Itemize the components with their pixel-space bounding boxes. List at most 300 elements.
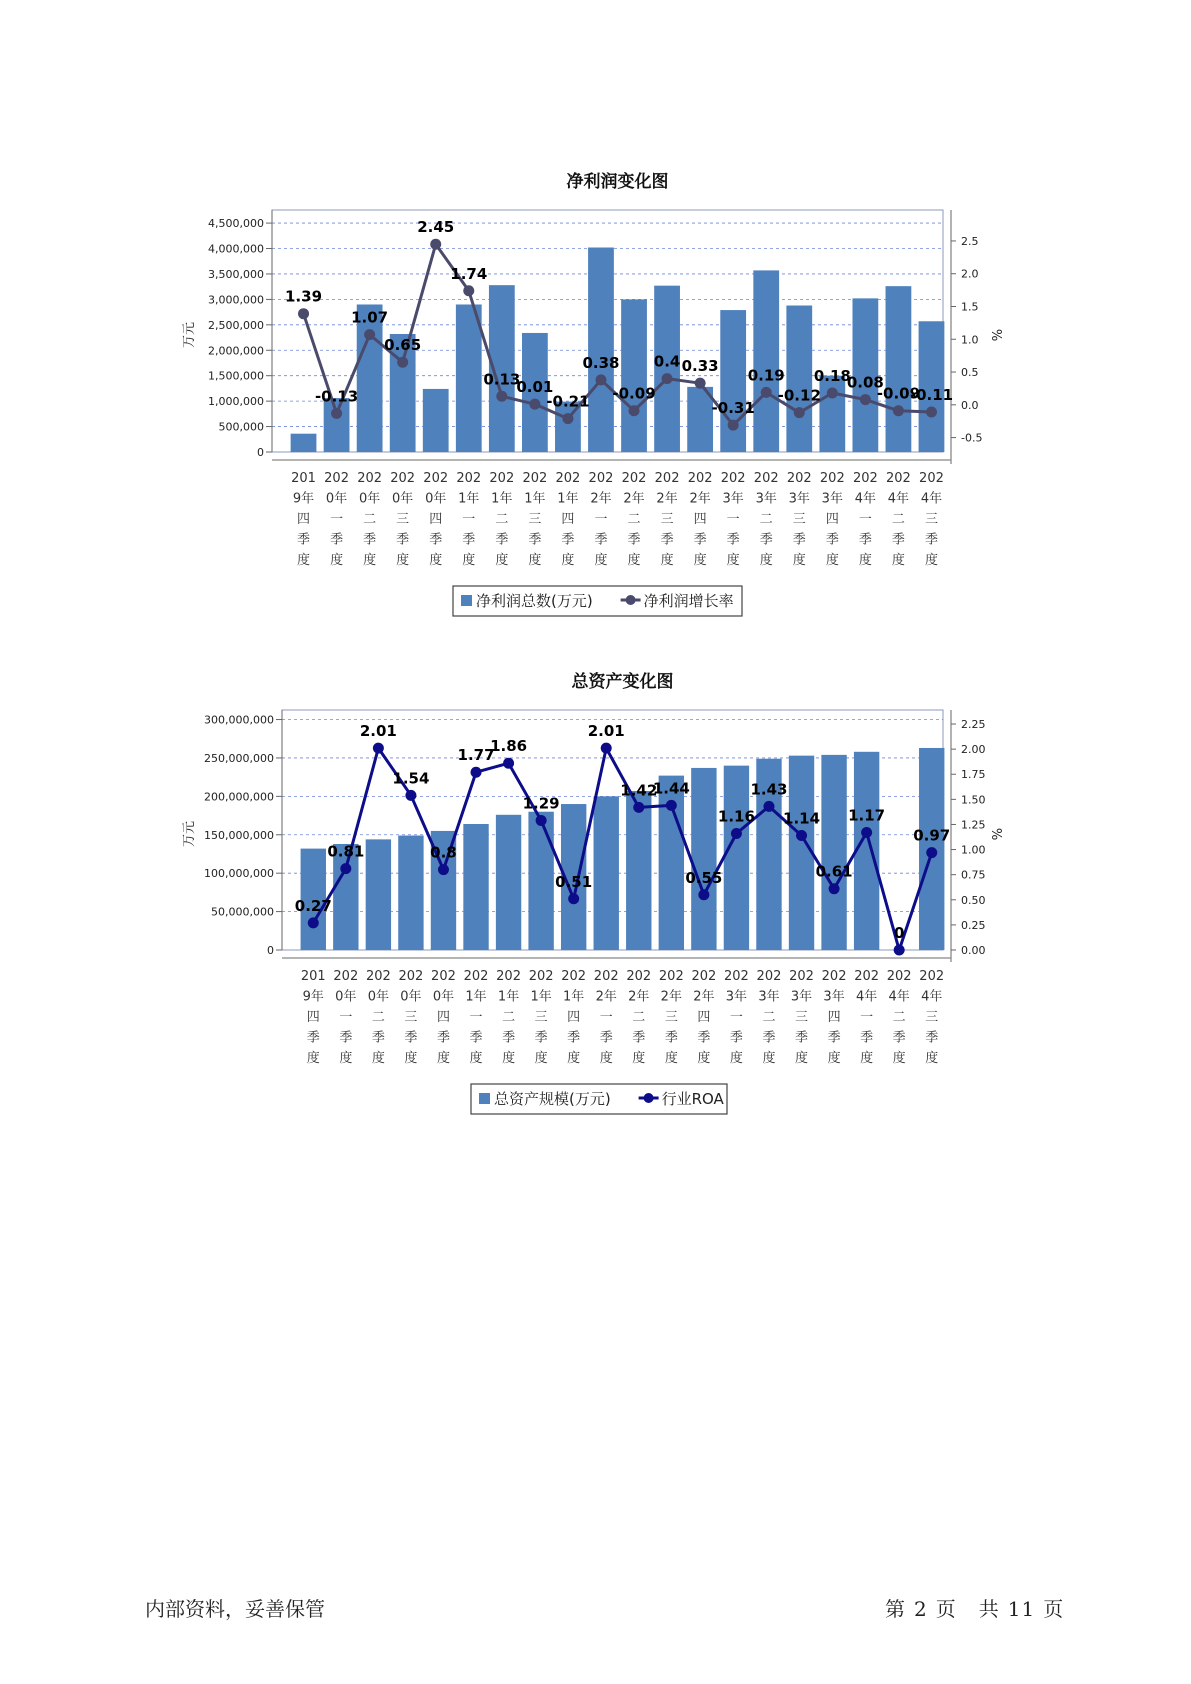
- right-tick-label: 1.50: [961, 793, 986, 807]
- legend-line-marker: [626, 595, 636, 605]
- line-point: [562, 413, 573, 424]
- category-label: 度: [404, 1051, 418, 1066]
- category-label: 季: [363, 532, 377, 548]
- data-label: 1.54: [392, 769, 430, 788]
- category-label: 201: [291, 471, 316, 486]
- category-label: 202: [456, 471, 482, 486]
- category-label: 4年: [921, 989, 943, 1005]
- right-tick-label: 0.75: [961, 868, 986, 882]
- bar: [463, 824, 488, 950]
- left-tick-label: 4,000,000: [208, 242, 264, 256]
- category-label: 季: [462, 532, 476, 548]
- line-point: [529, 399, 540, 410]
- category-label: 202: [852, 471, 878, 486]
- legend-bar-swatch: [479, 1093, 490, 1104]
- data-label: 0: [893, 924, 905, 942]
- category-label: 二: [759, 512, 773, 527]
- category-label: 季: [627, 532, 641, 548]
- category-label: 度: [860, 1051, 874, 1066]
- category-label: 季: [396, 532, 410, 548]
- data-label: 0.18: [813, 367, 851, 386]
- category-label: 202: [919, 969, 945, 984]
- category-label: 202: [753, 471, 779, 486]
- category-label: 四: [297, 512, 311, 527]
- category-label: 度: [396, 553, 410, 568]
- bar: [423, 389, 449, 452]
- category-label: 1年: [491, 491, 513, 507]
- total-suffix: 页: [1043, 1597, 1065, 1621]
- category-label: 202: [821, 969, 847, 984]
- right-tick-label: 1.00: [961, 843, 986, 857]
- data-label: 0.55: [685, 868, 723, 887]
- category-label: 202: [756, 969, 782, 984]
- category-label: 202: [593, 969, 619, 984]
- total-assets-chart: [0, 663, 1191, 1108]
- category-label: 度: [436, 1051, 450, 1066]
- category-label: 一: [599, 1010, 613, 1025]
- line-point: [827, 388, 838, 399]
- category-label: 202: [687, 471, 713, 486]
- category-label: 3年: [725, 989, 748, 1005]
- bar: [621, 299, 647, 452]
- left-tick-label: 100,000,000: [204, 867, 274, 881]
- category-label: 202: [886, 969, 912, 984]
- category-label: 季: [567, 1030, 581, 1046]
- category-label: 202: [854, 969, 880, 984]
- data-label: 0.61: [815, 862, 853, 881]
- category-label: 季: [762, 1030, 776, 1046]
- data-label: 0.19: [747, 366, 785, 385]
- right-tick-label: 0.50: [961, 893, 986, 907]
- right-tick-label: 2.00: [961, 743, 986, 757]
- data-label: 1.42: [620, 781, 658, 800]
- right-tick-label: 0.00: [961, 944, 986, 957]
- right-tick-label: 2.5: [961, 234, 979, 248]
- data-label: 0.38: [582, 353, 620, 372]
- category-label: 度: [306, 1051, 320, 1066]
- category-label: 季: [594, 532, 608, 548]
- category-label: 9年: [292, 491, 315, 507]
- category-label: 3年: [722, 491, 744, 507]
- bar: [753, 270, 779, 452]
- category-label: 三: [792, 512, 806, 527]
- category-label: 二: [495, 512, 509, 527]
- category-label: 度: [528, 553, 542, 568]
- category-label: 季: [429, 532, 443, 548]
- left-tick-label: 0: [267, 944, 274, 957]
- data-label: 1.17: [848, 806, 886, 825]
- category-label: 度: [792, 553, 806, 568]
- total-pages: 11: [1007, 1597, 1036, 1621]
- line-point: [761, 387, 772, 398]
- category-label: 季: [561, 532, 575, 548]
- line-point: [695, 378, 706, 389]
- left-tick-label: 500,000: [218, 420, 264, 434]
- category-label: 季: [632, 1030, 646, 1046]
- category-label: 202: [522, 471, 548, 486]
- category-label: 3年: [823, 989, 845, 1005]
- category-label: 度: [759, 553, 773, 568]
- data-label: 1.77: [457, 746, 495, 765]
- right-tick-label: 0.25: [961, 918, 986, 932]
- category-label: 四: [567, 1010, 581, 1025]
- category-label: 202: [561, 969, 587, 984]
- category-label: 4年: [854, 491, 877, 507]
- line-point: [536, 815, 547, 826]
- line-point: [568, 893, 579, 904]
- line-point: [471, 767, 482, 778]
- category-label: 季: [371, 1030, 385, 1046]
- category-label: 2年: [660, 989, 682, 1005]
- legend-bar-label: 总资产规模(万元): [494, 1090, 611, 1108]
- left-axis-title: 万元: [182, 820, 197, 848]
- line-point: [794, 407, 805, 418]
- legend: [471, 1084, 727, 1114]
- category-label: 季: [795, 1030, 809, 1046]
- category-label: 度: [339, 1051, 353, 1066]
- category-label: 季: [339, 1030, 353, 1046]
- category-label: 202: [365, 969, 391, 984]
- bar: [398, 836, 423, 950]
- left-tick-label: 250,000,000: [204, 751, 274, 765]
- bar: [691, 768, 716, 950]
- category-label: 0年: [358, 491, 381, 507]
- bar: [366, 839, 391, 950]
- bar: [594, 796, 619, 950]
- category-label: 2年: [590, 491, 612, 507]
- data-label: -0.13: [314, 387, 359, 406]
- data-label: 0.13: [483, 370, 521, 389]
- category-label: 度: [825, 553, 839, 568]
- category-label: 202: [786, 471, 812, 486]
- line-point: [298, 308, 309, 319]
- bar: [786, 305, 812, 452]
- data-label: 1.16: [717, 807, 755, 826]
- category-label: 四: [436, 1010, 450, 1025]
- right-tick-label: -0.5: [961, 431, 983, 445]
- bar: [886, 286, 912, 452]
- category-label: 三: [924, 512, 938, 527]
- category-label: 度: [594, 553, 608, 568]
- line-point: [666, 800, 677, 811]
- category-label: 度: [462, 553, 476, 568]
- category-label: 四: [561, 512, 575, 527]
- legend-line-label: 净利润增长率: [643, 592, 734, 610]
- category-label: 202: [463, 969, 489, 984]
- category-label: 一: [726, 512, 740, 527]
- category-label: 202: [431, 969, 456, 984]
- category-label: 三: [925, 1010, 939, 1025]
- category-label: 度: [892, 1051, 906, 1066]
- right-tick-label: 1.75: [961, 768, 986, 782]
- category-label: 202: [398, 969, 424, 984]
- category-label: 度: [693, 553, 707, 568]
- category-label: 202: [621, 471, 647, 486]
- category-label: 季: [697, 1030, 711, 1046]
- category-label: 三: [396, 512, 410, 527]
- category-label: 2年: [689, 491, 711, 507]
- data-label: 1.44: [652, 779, 690, 798]
- data-label: 2.45: [417, 218, 455, 237]
- category-label: 度: [495, 553, 509, 568]
- category-label: 0年: [432, 989, 455, 1005]
- category-label: 度: [660, 553, 674, 568]
- data-label: -0.31: [711, 399, 755, 418]
- left-tick-label: 50,000,000: [211, 905, 274, 919]
- data-label: 1.39: [285, 287, 323, 306]
- data-label: -0.21: [546, 392, 590, 411]
- category-label: 三: [660, 512, 674, 527]
- data-label: 1.86: [490, 737, 528, 756]
- category-label: 季: [599, 1030, 613, 1046]
- category-label: 三: [534, 1010, 548, 1025]
- category-label: 0年: [392, 491, 414, 507]
- data-label: 0.51: [555, 872, 593, 891]
- data-label: -0.09: [612, 384, 656, 403]
- chart-title: 净利润变化图: [566, 172, 669, 192]
- data-label: 2.01: [359, 722, 397, 741]
- line-point: [331, 408, 342, 419]
- category-label: 二: [371, 1010, 385, 1025]
- net-profit-chart: [0, 165, 1191, 610]
- category-label: 季: [404, 1030, 418, 1046]
- left-tick-label: 2,000,000: [208, 344, 264, 358]
- chart-title: 总资产变化图: [571, 672, 674, 692]
- category-label: 3年: [788, 491, 810, 507]
- category-label: 度: [330, 553, 344, 568]
- left-axis-title: 万元: [182, 321, 197, 349]
- category-label: 4年: [888, 989, 910, 1005]
- category-label: 202: [691, 969, 717, 984]
- right-tick-label: 0.5: [961, 366, 979, 380]
- category-label: 二: [502, 1010, 516, 1025]
- line-point: [364, 329, 375, 340]
- category-label: 2年: [693, 989, 715, 1005]
- category-label: 季: [495, 532, 509, 548]
- data-label: 0.01: [516, 378, 554, 397]
- category-label: 度: [297, 553, 311, 568]
- category-label: 202: [789, 969, 814, 984]
- left-tick-label: 4,500,000: [208, 217, 264, 231]
- category-label: 3年: [755, 491, 777, 507]
- category-label: 0年: [400, 989, 422, 1005]
- category-label: 季: [729, 1030, 743, 1046]
- left-tick-label: 1,000,000: [208, 395, 264, 409]
- category-label: 四: [429, 512, 443, 527]
- data-label: 1.43: [750, 780, 788, 799]
- category-label: 度: [858, 553, 872, 568]
- line-point: [829, 883, 840, 894]
- right-tick-label: 1.5: [961, 300, 979, 314]
- category-label: 度: [726, 553, 740, 568]
- category-label: 202: [919, 471, 944, 486]
- category-label: 度: [795, 1051, 809, 1066]
- category-label: 季: [860, 1030, 874, 1046]
- left-tick-label: 300,000,000: [204, 713, 274, 727]
- category-label: 202: [658, 969, 684, 984]
- category-label: 四: [697, 1010, 711, 1025]
- category-label: 1年: [524, 491, 546, 507]
- category-label: 三: [528, 512, 542, 527]
- left-tick-label: 1,500,000: [208, 369, 264, 383]
- right-tick-label: 2.0: [961, 267, 979, 281]
- category-label: 季: [660, 532, 674, 548]
- right-tick-label: 1.25: [961, 818, 986, 832]
- category-label: 度: [502, 1051, 516, 1066]
- data-label: -0.11: [909, 386, 954, 405]
- category-label: 4年: [920, 491, 943, 507]
- category-label: 度: [924, 553, 938, 568]
- category-label: 度: [627, 553, 641, 568]
- left-tick-label: 3,000,000: [208, 293, 264, 307]
- category-label: 202: [720, 471, 746, 486]
- data-label: 0.97: [913, 826, 951, 845]
- category-label: 4年: [855, 989, 878, 1005]
- category-label: 季: [664, 1030, 678, 1046]
- category-label: 度: [567, 1051, 581, 1066]
- category-label: 202: [324, 471, 349, 486]
- category-label: 0年: [367, 989, 390, 1005]
- category-label: 3年: [821, 491, 843, 507]
- category-label: 2年: [595, 989, 617, 1005]
- bar: [819, 376, 845, 452]
- legend-bar-swatch: [461, 595, 472, 606]
- line-point: [397, 357, 408, 368]
- category-label: 202: [390, 471, 416, 486]
- bar: [456, 304, 482, 452]
- category-label: 一: [858, 512, 872, 527]
- data-label: -0.12: [777, 386, 821, 405]
- category-label: 二: [762, 1010, 776, 1025]
- data-label: 1.07: [351, 308, 389, 327]
- category-label: 2年: [656, 491, 678, 507]
- line-point: [728, 420, 739, 431]
- category-label: 季: [759, 532, 773, 548]
- category-label: 四: [825, 512, 839, 527]
- category-label: 度: [827, 1051, 841, 1066]
- page-current: 2: [914, 1597, 928, 1621]
- category-label: 202: [489, 471, 515, 486]
- bar: [496, 815, 521, 950]
- line-point: [463, 285, 474, 296]
- category-label: 202: [555, 471, 581, 486]
- line-point: [601, 743, 612, 754]
- category-label: 三: [664, 1010, 678, 1025]
- category-label: 度: [363, 553, 377, 568]
- category-label: 季: [534, 1030, 548, 1046]
- category-label: 202: [528, 969, 554, 984]
- category-label: 季: [330, 532, 344, 548]
- category-label: 202: [654, 471, 680, 486]
- data-label: 1.29: [522, 794, 560, 813]
- line-point: [731, 828, 742, 839]
- bar: [720, 310, 746, 452]
- category-label: 季: [827, 1030, 841, 1046]
- bar: [324, 398, 350, 452]
- total-prefix: 共: [978, 1597, 1000, 1621]
- data-label: 0.08: [846, 373, 884, 392]
- line-point: [698, 889, 709, 900]
- bar: [626, 791, 651, 950]
- category-label: 1年: [530, 989, 552, 1005]
- category-label: 一: [469, 1010, 483, 1025]
- category-label: 一: [339, 1010, 353, 1025]
- category-label: 202: [819, 471, 845, 486]
- category-label: 四: [693, 512, 707, 527]
- category-label: 1年: [465, 989, 487, 1005]
- line-point: [926, 847, 937, 858]
- page-suffix: 页: [935, 1597, 957, 1621]
- left-tick-label: 2,500,000: [208, 318, 264, 332]
- category-label: 度: [729, 1051, 743, 1066]
- line-point: [926, 407, 937, 418]
- category-label: 一: [330, 512, 344, 527]
- category-label: 一: [860, 1010, 874, 1025]
- category-label: 度: [371, 1051, 385, 1066]
- category-label: 季: [891, 532, 905, 548]
- line-point: [405, 790, 416, 801]
- category-label: 0年: [325, 491, 348, 507]
- right-tick-label: 2.25: [961, 718, 986, 732]
- data-label: 0.65: [384, 336, 422, 355]
- right-axis-title: %: [991, 328, 1006, 342]
- bar: [724, 766, 749, 950]
- category-label: 度: [534, 1051, 548, 1066]
- category-label: 季: [693, 532, 707, 548]
- category-label: 三: [795, 1010, 809, 1025]
- category-label: 202: [886, 471, 911, 486]
- category-label: 2年: [623, 491, 645, 507]
- data-label: -0.09: [876, 384, 921, 403]
- category-label: 1年: [458, 491, 480, 507]
- category-label: 二: [632, 1010, 646, 1025]
- right-axis-title: %: [991, 827, 1006, 841]
- category-label: 度: [891, 553, 905, 568]
- category-label: 一: [594, 512, 608, 527]
- category-label: 202: [588, 471, 614, 486]
- category-label: 4年: [887, 491, 910, 507]
- category-label: 202: [423, 471, 449, 486]
- line-point: [796, 830, 807, 841]
- category-label: 0年: [425, 491, 447, 507]
- footer-page-number: [885, 1593, 1072, 1622]
- data-label: 2.01: [587, 722, 625, 741]
- right-tick-label: 0.0: [961, 398, 979, 412]
- legend-line-marker: [644, 1093, 654, 1103]
- category-label: 202: [357, 471, 383, 486]
- line-point: [893, 405, 904, 416]
- line-point: [308, 917, 319, 928]
- left-tick-label: 150,000,000: [204, 828, 274, 842]
- bar: [291, 434, 317, 452]
- category-label: 四: [306, 1010, 320, 1025]
- category-label: 1年: [557, 491, 579, 507]
- left-tick-label: 3,500,000: [208, 267, 264, 281]
- category-label: 202: [724, 969, 749, 984]
- category-label: 季: [726, 532, 740, 548]
- bar: [528, 812, 553, 950]
- legend-bar-label: 净利润总数(万元): [476, 592, 593, 610]
- category-label: 202: [496, 969, 521, 984]
- category-label: 二: [891, 512, 905, 527]
- category-label: 二: [363, 512, 377, 527]
- category-label: 度: [697, 1051, 711, 1066]
- line-point: [860, 394, 871, 405]
- data-label: 0.8: [430, 843, 457, 862]
- category-label: 季: [792, 532, 806, 548]
- category-label: 季: [297, 532, 311, 548]
- category-label: 度: [762, 1051, 776, 1066]
